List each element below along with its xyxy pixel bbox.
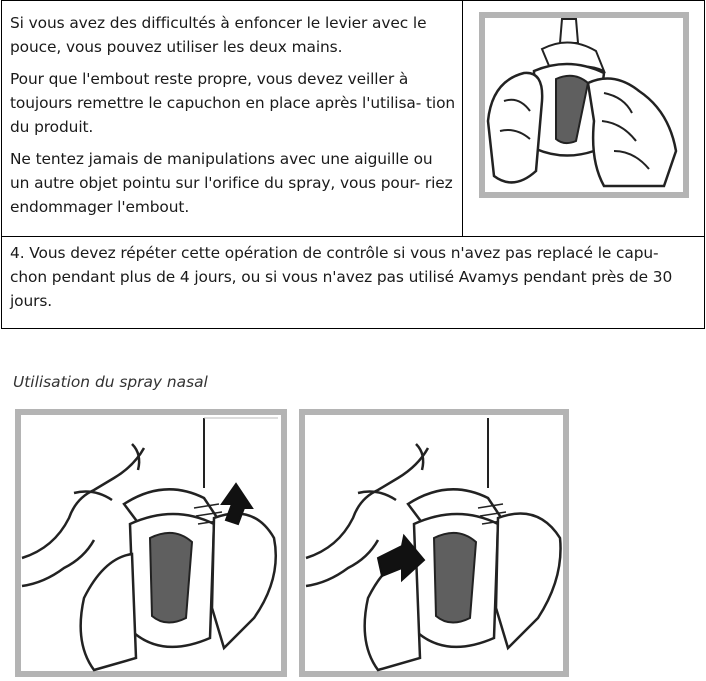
instructions-table (1, 0, 705, 329)
paragraph-cap: Pour que l'embout reste propre, vous devez veiller à toujours remettre le capuchon en place après l'utilisa- tion du produit. (10, 70, 456, 136)
table-row (2, 237, 704, 328)
spray-press-side-arrow-illustration (298, 408, 570, 678)
illustration-cell (464, 1, 704, 236)
spray-insertion-up-arrow-illustration (14, 408, 288, 678)
instructions-text-cell (2, 1, 463, 236)
section-caption: Utilisation du spray nasal (13, 373, 208, 391)
table-row (2, 1, 704, 237)
illustration-press (298, 408, 570, 678)
paragraph-two-hands: Si vous avez des difficultés à enfoncer le levier avec le pouce, vous pouvez utiliser les deux mains. (10, 14, 427, 56)
step-4-text: 4. Vous devez répéter cette opération de contrôle si vous n'avez pas replacé le capu- chon pendant plus de 4 jours, ou si vous n'avez pas utilisé Avamys pendant près de 30 jours. (10, 244, 673, 310)
illustration-insertion (14, 408, 288, 678)
paragraph-needle-warning: Ne tentez jamais de manipulations avec une aiguille ou un autre objet pointu sur l'orifice du spray, vous pour- riez endommager l'embout. (10, 150, 453, 216)
two-hands-pressing-spray-illustration (464, 1, 704, 236)
